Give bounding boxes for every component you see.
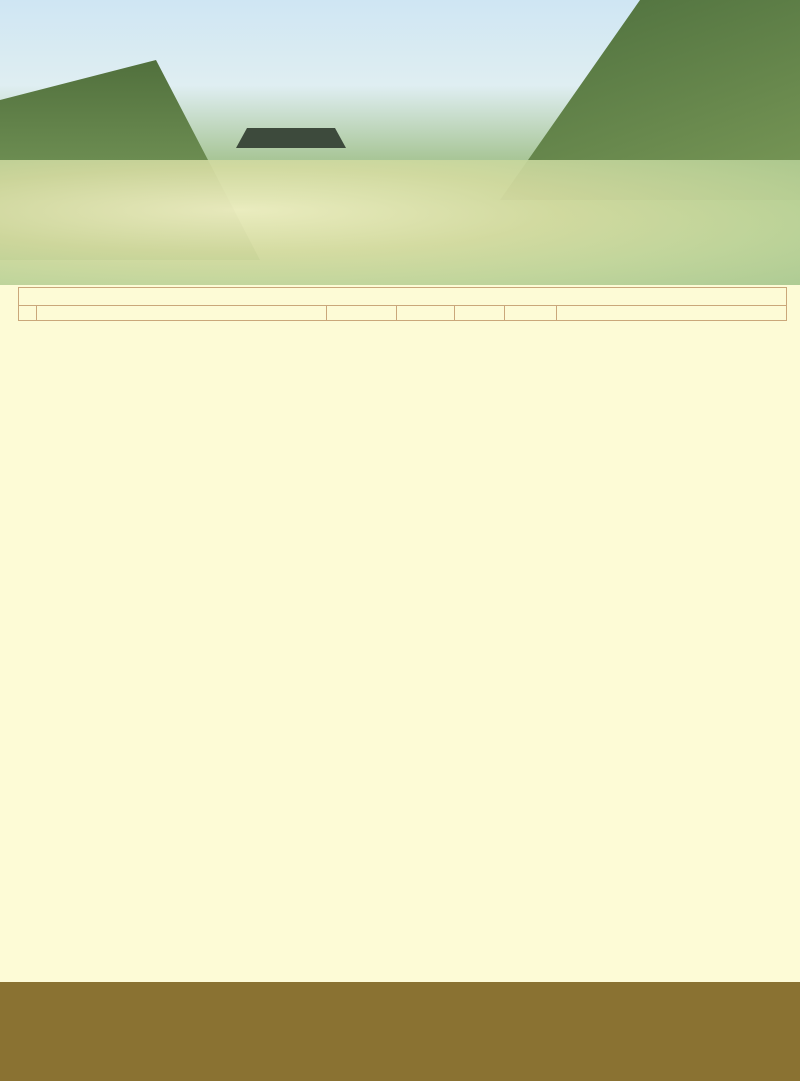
header-remark [557,306,787,321]
header-kid [505,306,557,321]
header-row [19,306,787,321]
notes-row [19,288,787,306]
itinerary-table [18,287,787,321]
contact-address-row [30,1010,770,1032]
contact-person-row-2 [30,1054,770,1076]
contact-phone-row [30,988,770,1010]
contact-footer [0,982,800,1081]
header-route [37,306,327,321]
header-date [327,306,397,321]
contact-person-row-1 [30,1032,770,1054]
terrace-pools [0,160,800,285]
itinerary-table-wrap [18,287,786,967]
header-price [397,306,455,321]
header-spacer [19,306,37,321]
company-logo [52,22,182,112]
notes-cell [19,288,787,306]
header-room [455,306,505,321]
pavilion [236,128,346,148]
